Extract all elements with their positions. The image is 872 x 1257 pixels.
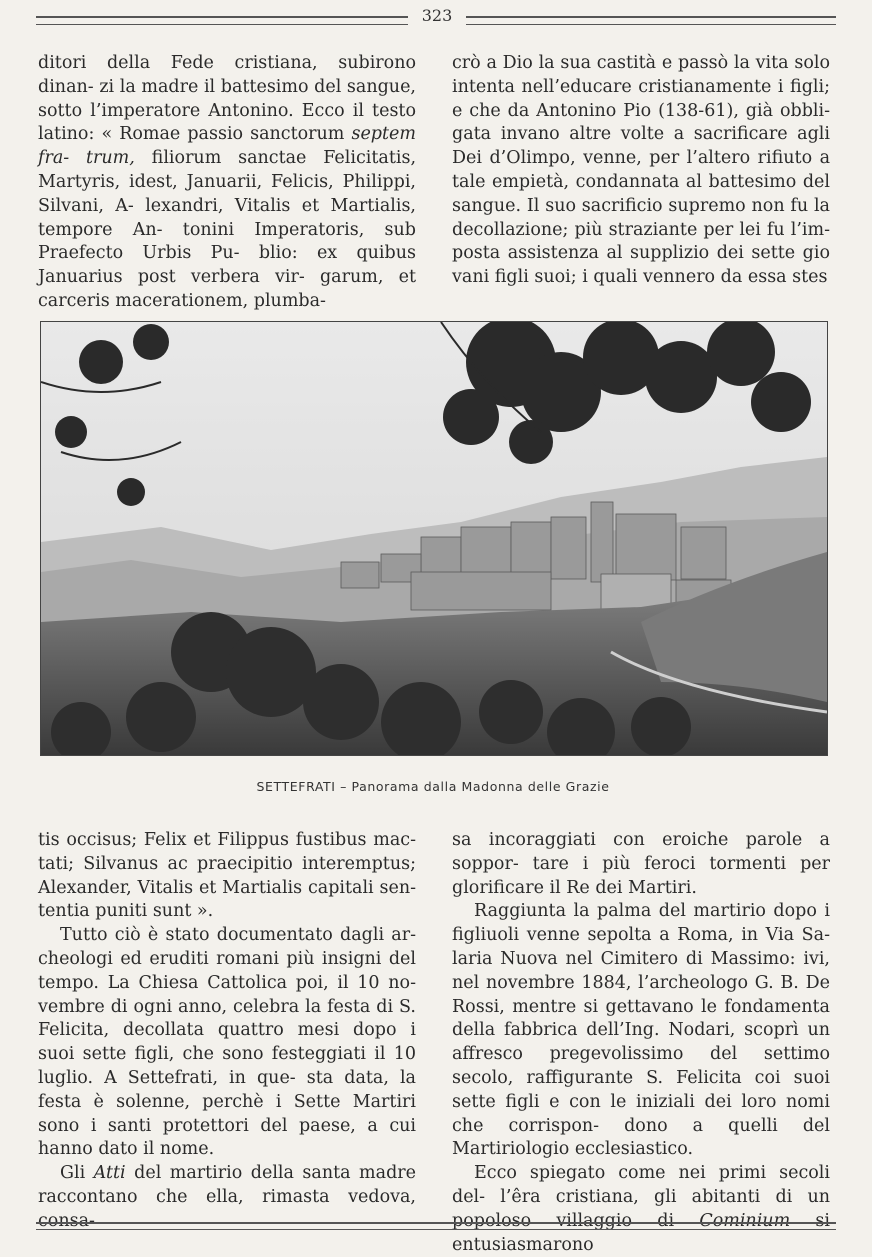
header-rule-right (466, 16, 836, 25)
photo-caption: SETTEFRATI – Panorama dalla Madonna delle Grazie (256, 779, 610, 794)
latin-quote-italic: septem fra- trum, (38, 124, 416, 169)
italic-text: Cominium (699, 1210, 791, 1231)
italic-text: Atti (93, 1163, 126, 1184)
footer-rule (36, 1222, 836, 1230)
paragraph: Tutto ciò è stato documentato dagli ar- cheologi ed eruditi romani più insigni del tempo. La Chiesa Cattolica poi, il 10 no- vembre di ogni anno, celebra la festa di S. Felicita, decollata quattro mesi dopo i suoi sette figli, che sono festeggiati il 10 luglio. A Settefrati, in que- sta data, la festa è solenne, perchè i Sette Martiri sono i santi protettori del paese, a cui hanno dato il nome. (38, 925, 416, 1160)
paragraph (452, 1162, 830, 1257)
top-left-column (38, 52, 416, 314)
text-line: zi la madre il battesimo del sangue, sotto (38, 76, 416, 121)
text-run: del martirio della santa madre raccontano che ella, rimasta vedova, consa- (38, 1163, 416, 1231)
bottom-left-column (38, 829, 416, 1234)
page-number: 323 (421, 6, 453, 25)
text-line: ditori della Fede cristiana, subirono dinan- (38, 53, 416, 97)
paragraph: sa incoraggiati con eroiche parole a soppor- tare i più feroci tormenti per glorificare il Re dei Martiri. (452, 830, 830, 898)
paragraph: crò a Dio la sua castità e passò la vita solo intenta nell’educare cristianamente i figli; e che da Antonino Pio (138-61), già obbli- gata invano altre volte a sacrificare agli Dei d’Olimpo, venne, per l’altero rifiuto a tale empietà, condannata al battesimo del sangue. Il suo sacrificio supremo non fu la decollazione; più straziante per lei fu l’im- posta assistenza al supplizio dei sette gio vani figli suoi; i quali vennero da essa stes (452, 53, 830, 288)
text-line: l’imperatore Antonino. Ecco il testo latino: (38, 100, 416, 145)
latin-quote-rest: filiorum sanctae Felicitatis, Martyris, idest, Januarii, Felicis, Philippi, Silvani, A- lexandri, Vitalis et Martialis, tempore An- tonini Imperatoris, sub Praefecto Urbis Pu- blio: ex quibus Januarius post verbera vir- garum, et carceris macerationem, plumba- (38, 148, 417, 311)
header-rule-left (36, 16, 408, 25)
paragraph: tis occisus; Felix et Filippus fustibus mac- tati; Silvanus ac praecipitio interemptus; Alexander, Vitalis et Martialis capitali sen- tentia puniti sunt ». (38, 830, 416, 922)
text-run: Gli (60, 1163, 94, 1184)
text-run: si entusiasmarono (452, 1210, 830, 1255)
settefrati-panorama-photo (40, 321, 828, 756)
text-run: Ecco spiegato come nei primi secoli del- l’êra cristiana, gli abitanti di un popoloso villaggio di (452, 1163, 830, 1231)
top-right-column (452, 52, 830, 290)
latin-quote-start: « Romae passio sanctorum (101, 124, 352, 145)
bottom-right-column (452, 829, 830, 1257)
paragraph: Raggiunta la palma del martirio dopo i figliuoli venne sepolta a Roma, in Via Sa- laria Nuova nel Cimitero di Massimo: ivi, nel novembre 1884, l’archeologo G. B. De Rossi, mentre si gettavano le fondamenta della fabbrica dell’Ing. Nodari, scoprì un affresco pregevolissimo del settimo secolo, raffigurante S. Felicita coi suoi sette figli e con le iniziali dei loro nomi che corrispon- dono a quelli del Martiriologio ecclesiastico. (452, 901, 830, 1160)
